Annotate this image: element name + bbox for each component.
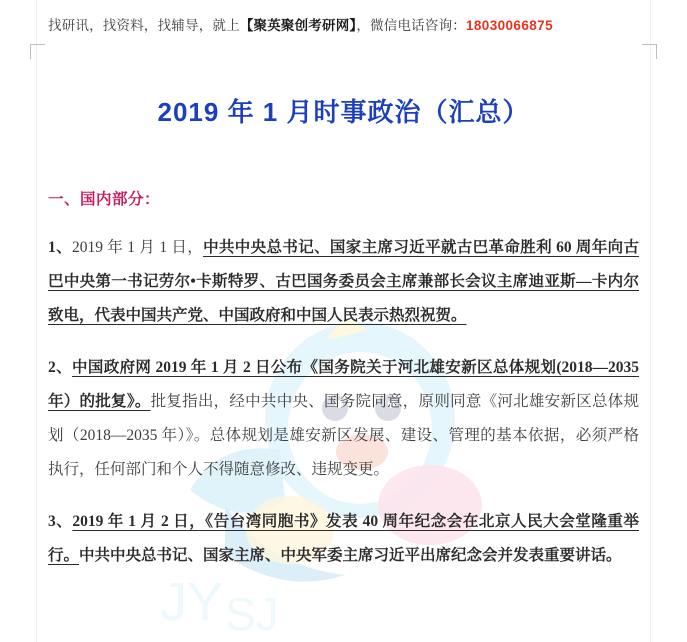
page-corner-top-left: [30, 44, 45, 59]
page-corner-top-right: [642, 44, 657, 59]
paragraph-2-tail: 批复指出，经中共中央、国务院同意，原则同意《河北雄安新区总体规划（2018—2035 年）》。总体规划是雄安新区发展、建设、管理的基本依据，必须严格执行，任何部门和个人不得随意修改、违规变更。: [48, 393, 639, 478]
svg-text:JY: JY: [160, 572, 224, 632]
paragraph-1-index: 1、: [48, 239, 72, 256]
promo-middle-text: ，微信电话咨询：: [356, 18, 466, 33]
paragraph-2-underlined: 中国政府网 2019 年 1 月 2 日公布《国务院关于河北雄安新区总体规划(2018—2035 年）的批复》。: [48, 359, 639, 410]
paragraph-2-index: 2、: [48, 359, 72, 376]
paragraph-1: [48, 231, 639, 333]
promo-lead-text: 找研讯，找资料，找辅导，就上: [48, 18, 240, 33]
paragraph-1-underlined: 中共中央总书记、国家主席习近平就古巴革命胜利 60 周年向古巴中央第一书记劳尔•卡斯特罗、古巴国务委员会主席兼部长会议主席迪亚斯—卡内尔致电，代表中国共产党、中国政府和中国人民表示热烈祝贺。: [48, 239, 639, 324]
paragraph-1-lead: 2019 年 1 月 1 日，: [71, 239, 204, 256]
paragraph-3-underlined: 2019 年 1 月 2 日，《告台湾同胞书》发表 40 周年纪念会在北京人民大会堂隆重举行。: [48, 513, 639, 564]
promo-header: [48, 0, 639, 40]
page-title: 2019 年 1 月时事政治（汇总）: [157, 97, 530, 127]
promo-site-name: 【聚英聚创考研网】: [239, 18, 357, 33]
paragraph-3-index: 3、: [48, 513, 73, 530]
paragraph-3-tail: 中共中央总书记、国家主席、中央军委主席习近平出席纪念会并发表重要讲话。: [79, 547, 622, 564]
promo-phone-number: 18030066875: [465, 18, 553, 33]
paragraph-2: [48, 351, 639, 487]
paragraph-3: [48, 505, 639, 573]
section-heading-domestic: 一、国内部分：: [48, 191, 161, 208]
svg-text:SJ: SJ: [225, 588, 279, 640]
